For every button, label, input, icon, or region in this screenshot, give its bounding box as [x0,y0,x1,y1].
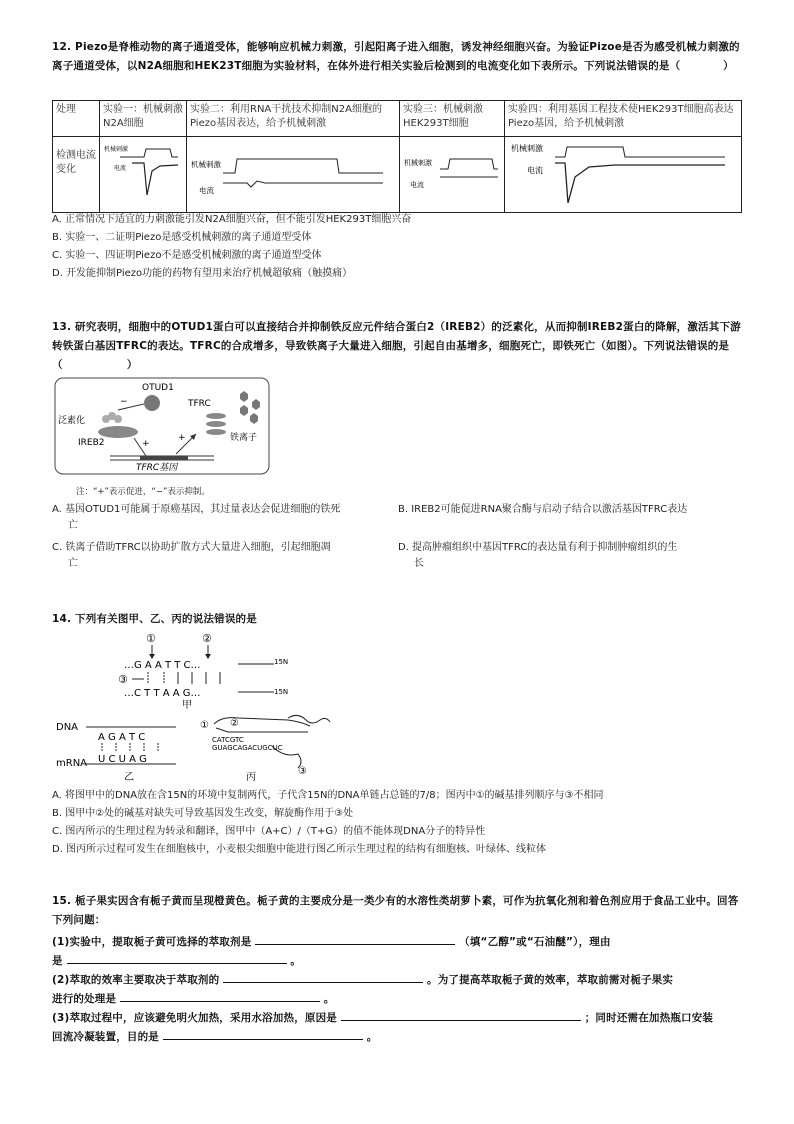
q15-part3-cont: 回流冷凝装置，目的是 。 [52,1027,742,1047]
graph-4-cell [505,137,742,213]
q15-part1: (1)实验中，提取栀子黄可选择的萃取剂是 （填“乙醇”或“石油醚”），理由 [52,932,742,952]
table-cell: 实验一：机械刺激N2A细胞 [100,101,187,137]
graph-2-cell [187,137,400,213]
answer-blank[interactable] [163,1027,363,1040]
svg-text:②: ② [230,718,239,729]
q15-part3: (3)萃取过程中，应该避免明火加热，采用水浴加热，原因是 ；同时还需在加热瓶口安装 [52,1008,742,1028]
table-cell: 实验四：利用基因工程技术使HEK293T细胞高表达Piezo基因，给予机械刺激 [505,101,742,137]
q13-note: 注：“+”表示促进，“−”表示抑制。 [76,487,210,497]
answer-blank[interactable] [67,951,287,964]
ireb2-label: IREB2 [78,438,105,448]
minus-sign: − [120,397,128,407]
current-graph-2 [187,137,393,207]
answer-blank[interactable] [341,1008,581,1021]
fig-yi-label: 乙 [124,772,134,783]
svg-text:③: ③ [298,766,307,777]
q14-option-a: A. 将图甲中的DNA放在含15N的环境中复制两代，子代含15N的DNA单链占总链的7/8；图丙中①的碱基排列顺序与③不相同 [52,790,604,801]
jia-top-strand: …G A A T T C… [124,660,201,671]
q13-option-d: D. 提高肿瘤组织中基因TFRC的表达量有利于抑制肿瘤组织的生 长 [398,542,678,569]
q15-part2: (2)萃取的效率主要取决于萃取剂的 。为了提高萃取栀子黄的效率，萃取前需对栀子果实 [52,970,742,990]
q12-table [52,100,742,213]
svg-text:15N: 15N [274,658,289,666]
answer-blank[interactable] [120,989,320,1002]
q15-part1-cont: 是 。 [52,951,742,971]
tfrc-label: TFRC [188,399,211,409]
q13-option-b: B. IREB2可能促进RNA聚合酶与启动子结合以激活基因TFRC表达 [398,504,688,515]
iron-ion-label: 铁离子 [230,433,258,443]
q14-stem: 14. 下列有关图甲、乙、丙的说法错误的是 [52,613,257,625]
table-cell: 处理 [53,101,100,137]
ireb2-protein [98,426,138,438]
mrna-label: mRNA [56,758,88,769]
ubiquitination-label: 泛素化 [58,416,86,426]
graph-stim-label: 机械刺激 [104,146,129,153]
q12-stem: 12. Piezo是脊椎动物的离子通道受体，能够响应机械力刺激，引起阳离子进入细胞，诱发神经细胞兴奋。为验证Pizoe是否为感受机械力刺激的离子通道受体，以N2A细胞和HEK23T细胞为实验材料，在体外进行相关实验后检测到的电流变化如下表所示。下列说法错误的是（ ） [52,41,740,72]
svg-text:①: ① [200,720,209,731]
graph-current-label: 电流 [199,186,214,195]
bing-rna-seq: GUAGCAGACUGCUC [212,744,283,752]
graph-current-label: 电流 [410,181,424,189]
svg-text:+: + [178,433,186,443]
otud1-label: OTUD1 [142,383,174,393]
q13-option-a: A. 基因OTUD1可能属于原癌基因，其过量表达会促进细胞的铁死 亡 [52,504,341,531]
answer-blank[interactable] [255,932,455,945]
graph-current-label: 电流 [527,166,543,175]
q14-figures [52,628,342,784]
q13-figure [54,376,274,478]
q13-option-c: C. 铁离子借助TFRC以协助扩散方式大量进入细胞，引起细胞凋 亡 [52,542,331,569]
yi-mrna-strand: U C U A G [98,754,147,765]
q13-stem: 13. 研究表明，细胞中的OTUD1蛋白可以直接结合并抑制铁反应元件结合蛋白2（IREB2）的泛素化，从而抑制IREB2蛋白的降解，激活其下游转铁蛋白基因TFRC的表达。TFRC的合成增多，导致铁离子大量进入细胞，引起自由基增多，细胞死亡，即铁死亡（如图）。下列说法错误的是（ ） [52,321,741,371]
graph-1-cell [100,137,187,213]
fig-bing-label: 丙 [246,772,256,783]
graph-stim-label: 机械刺激 [191,160,221,169]
svg-text:15N: 15N [274,688,289,696]
table-cell: 实验三：机械刺激HEK293T细胞 [400,101,505,137]
jia-bottom-strand: …C T T A A G… [124,688,201,699]
q15-stem: 15. 栀子果实因含有栀子黄而呈现橙黄色。栀子黄的主要成分是一类少有的水溶性类胡萝卜素，可作为抗氧化剂和着色剂应用于食品工业中。回答下列问题： [52,895,739,926]
table-cell: 检测电流变化 [53,137,100,213]
yi-dna-strand: A G A T C [98,732,146,743]
marker-2: ② [202,632,212,645]
graph-stim-label: 机械刺激 [404,159,432,167]
answer-blank[interactable] [223,970,423,983]
svg-text:+: + [142,439,150,449]
fig-jia-label: 甲 [182,700,192,711]
q12-option-a: A. 正常情况下适宜的力刺激能引发N2A细胞兴奋，但不能引发HEK293T细胞兴奋 [52,214,412,225]
graph-3-cell [400,137,505,213]
q12-option-b: B. 实验一、二证明Piezo是感受机械刺激的离子通道型受体 [52,232,312,243]
tfrc-gene-label: TFRC基因 [136,463,178,473]
table-cell: 实验二：利用RNA干扰技术抑制N2A细胞的Piezo基因表达，给予机械刺激 [187,101,400,137]
dna-label: DNA [56,722,79,733]
current-graph-3 [400,137,498,207]
current-graph-1 [100,137,180,207]
graph-current-label: 电流 [114,165,127,172]
marker-1: ① [146,632,156,645]
q14-option-c: C. 图丙所示的生理过程为转录和翻译，图甲中（A+C）/（T+G）的值不能体现DNA分子的特异性 [52,826,486,837]
bing-dna-seq: CATCGTC [212,736,244,744]
q12-option-c: C. 实验一、四证明Piezo不是感受机械刺激的离子通道型受体 [52,250,322,261]
q14-option-d: D. 图丙所示过程可发生在细胞核中，小麦根尖细胞中能进行图乙所示生理过程的结构有细胞核、叶绿体、线粒体 [52,844,547,855]
q14-option-b: B. 图甲中②处的碱基对缺失可导致基因发生改变，解旋酶作用于③处 [52,808,354,819]
otud1-protein [144,395,160,411]
graph-stim-label: 机械刺激 [511,144,543,153]
q15-part2-cont: 进行的处理是 。 [52,989,742,1009]
current-graph-4 [505,137,735,207]
marker-3: ③ [118,673,128,686]
q12-option-d: D. 开发能抑制Piezo功能的药物有望用来治疗机械超敏痛（触摸痛） [52,268,353,279]
